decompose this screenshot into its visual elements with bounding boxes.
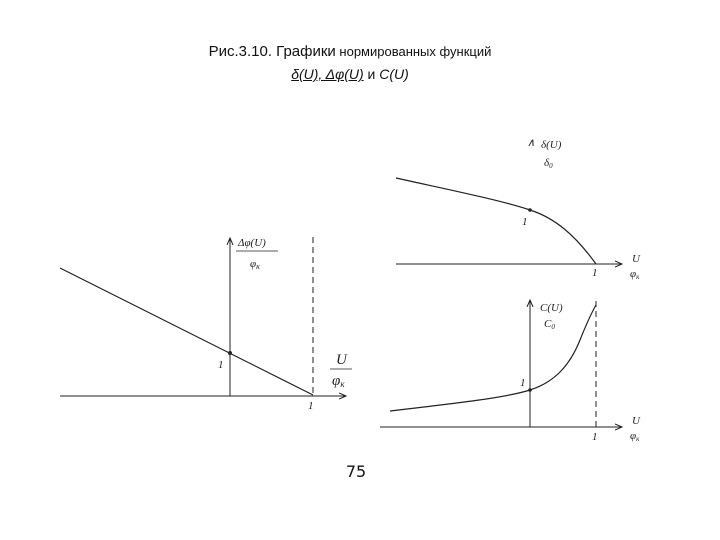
- top-right-x-tick-label: 1: [592, 267, 598, 279]
- left-x-tick-label: 1: [308, 400, 314, 412]
- bottom-right-point-label: 1: [520, 377, 526, 389]
- left-y-label-denominator: φк: [250, 258, 260, 271]
- top-right-y-label-numerator: δ(U): [541, 139, 562, 151]
- top-right-point-label: 1: [522, 216, 528, 228]
- figure-title-prefix: Рис.3.10. Графики: [208, 43, 336, 60]
- bottom-right-point-marker: [528, 388, 532, 392]
- left-point-label: 1: [218, 359, 224, 371]
- bottom-right-x-tick-label: 1: [592, 431, 598, 443]
- top-right-curve: [396, 178, 596, 264]
- left-y-label-numerator: Δφ(U): [238, 237, 266, 249]
- top-right-graph: [396, 137, 641, 281]
- figure-title-rest: нормированных функций: [335, 44, 492, 59]
- bottom-right-y-label-numerator: C(U): [540, 302, 563, 314]
- subtitle-functions: δ(U), Δφ(U): [291, 66, 364, 82]
- bottom-right-graph: [380, 300, 641, 443]
- left-x-label-numerator: U: [336, 352, 347, 368]
- subtitle-and: и: [363, 66, 380, 82]
- top-right-point-marker: [528, 208, 532, 212]
- bottom-right-curve: [390, 305, 596, 411]
- bottom-right-x-label-numerator: U: [632, 415, 640, 427]
- page-number: 75: [345, 462, 367, 481]
- top-right-y-axis-mark: ∧: [527, 137, 536, 149]
- bottom-right-x-label-denominator: φк: [630, 430, 640, 443]
- left-x-label-denominator: φк: [332, 373, 345, 389]
- left-graph: [60, 237, 352, 412]
- subtitle-function-c: C(U): [379, 66, 409, 82]
- bottom-right-y-label-denominator: C0: [544, 318, 555, 331]
- top-right-x-label-denominator: φк: [630, 268, 640, 281]
- left-curve-line: [60, 268, 313, 395]
- top-right-x-label-numerator: U: [632, 253, 640, 265]
- left-point-marker: [228, 351, 232, 355]
- top-right-y-label-denominator: δ0: [544, 157, 553, 170]
